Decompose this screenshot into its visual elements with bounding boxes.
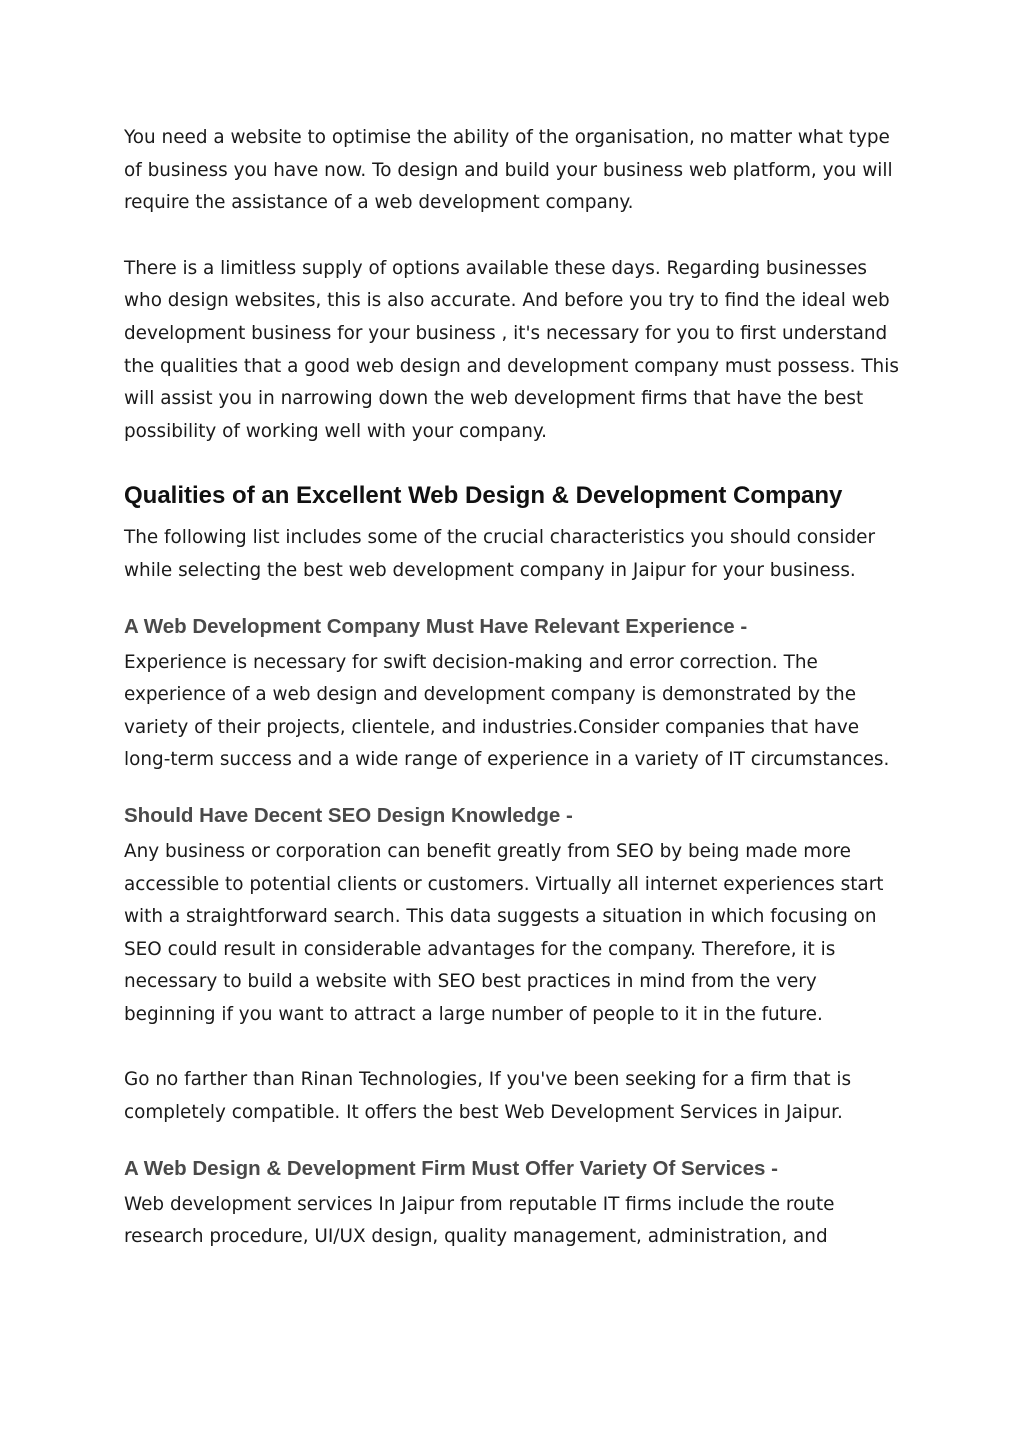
- qualities-intro-paragraph: The following list includes some of the crucial characteristics you should consider while selecting the best web development company in Jaipur for your business.: [124, 527, 876, 581]
- seo-paragraph-2: Go no farther than Rinan Technologies, If you've been seeking for a firm that is completely compatible. It offers the best Web Development Services in Jaipur.: [124, 1069, 852, 1124]
- seo-heading: Should Have Decent SEO Design Knowledge -: [124, 803, 573, 827]
- intro-paragraph-2: There is a limitless supply of options available these days. Regarding businesses who design websites, this is also accurate. And before you try to find the ideal web development business for your business , it's necessary for you to first understand the qualities that a good web design and development company must possess. This will assist you in narrowing down the web development firms that have the best possibility of working well with your company.: [124, 257, 899, 442]
- services-heading: A Web Design & Development Firm Must Offer Variety Of Services -: [124, 1156, 778, 1180]
- document-page: [124, 122, 904, 1254]
- experience-heading: A Web Development Company Must Have Relevant Experience -: [124, 614, 748, 638]
- experience-paragraph: Experience is necessary for swift decision-making and error correction. The experience of a web design and development company is demonstrated by the variety of their projects, clientele, and industries.Consider companies that have long-term success and a wide range of experience in a variety of IT circumstances.: [124, 651, 890, 771]
- qualities-heading: Qualities of an Excellent Web Design & Development Company: [124, 482, 843, 510]
- services-paragraph: Web development services In Jaipur from reputable IT firms include the route research procedure, UI/UX design, quality management, administration, and: [124, 1193, 835, 1248]
- seo-paragraph: Any business or corporation can benefit greatly from SEO by being made more accessible to potential clients or customers. Virtually all internet experiences start with a straightforward search. This data suggests a situation in which focusing on SEO could result in considerable advantages for the company. Therefore, it is necessary to build a website with SEO best practices in mind from the very beginning if you want to attract a large number of people to it in the future.: [124, 840, 884, 1025]
- intro-paragraph-1: You need a website to optimise the ability of the organisation, no matter what type of business you have now. To design and build your business web platform, you will require the assistance of a web development company.: [124, 127, 893, 214]
